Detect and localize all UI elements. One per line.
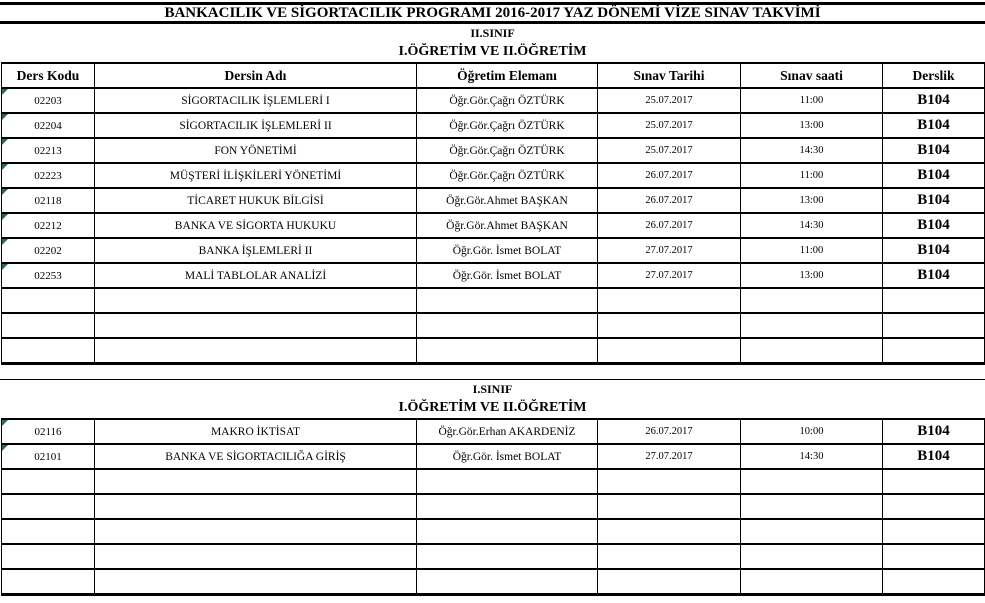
cell-empty[interactable] <box>2 569 95 595</box>
cell-empty[interactable] <box>741 338 883 364</box>
cell-empty[interactable] <box>2 519 95 544</box>
table-row <box>2 238 985 263</box>
cell-exam-time[interactable]: 13:00 <box>741 188 883 213</box>
section-heading-1st-class <box>0 380 985 418</box>
green-triangle-icon <box>2 139 8 145</box>
cell-exam-date[interactable]: 26.07.2017 <box>598 419 741 444</box>
cell-instructor[interactable]: Öğr.Gör. İsmet BOLAT <box>417 263 598 288</box>
cell-empty[interactable] <box>2 288 95 313</box>
empty-table-row <box>2 338 985 364</box>
cell-empty[interactable] <box>598 288 741 313</box>
cell-instructor[interactable]: Öğr.Gör.Ahmet BAŞKAN <box>417 188 598 213</box>
column-header-derslik[interactable]: Derslik <box>883 63 985 88</box>
cell-empty[interactable] <box>883 338 985 364</box>
cell-course-code[interactable]: 02253 <box>2 263 95 288</box>
table-row <box>2 163 985 188</box>
cell-course-code[interactable]: 02223 <box>2 163 95 188</box>
cell-instructor[interactable]: Öğr.Gör.Çağrı ÖZTÜRK <box>417 163 598 188</box>
cell-empty[interactable] <box>2 313 95 338</box>
cell-empty[interactable] <box>95 338 417 364</box>
cell-course-name[interactable]: BANKA VE SİGORTACILIĞA GİRİŞ <box>95 444 417 469</box>
cell-course-name[interactable]: BANKA İŞLEMLERİ II <box>95 238 417 263</box>
program-label: I.ÖĞRETİM VE II.ÖĞRETİM <box>398 44 587 59</box>
spacer-row <box>0 365 985 380</box>
cell-exam-date[interactable]: 25.07.2017 <box>598 88 741 113</box>
class-label: I.SINIF <box>472 382 513 396</box>
table-row <box>2 113 985 138</box>
cell-instructor[interactable]: Öğr.Gör.Çağrı ÖZTÜRK <box>417 88 598 113</box>
cell-exam-time[interactable]: 10:00 <box>741 419 883 444</box>
cell-exam-time[interactable]: 11:00 <box>741 88 883 113</box>
cell-course-name[interactable]: TİCARET HUKUK BİLGİSİ <box>95 188 417 213</box>
cell-classroom[interactable]: B104 <box>883 188 985 213</box>
cell-exam-time[interactable]: 11:00 <box>741 238 883 263</box>
cell-course-code[interactable]: 02213 <box>2 138 95 163</box>
cell-course-code[interactable]: 02203 <box>2 88 95 113</box>
empty-table-row <box>2 288 985 313</box>
cell-classroom[interactable]: B104 <box>883 444 985 469</box>
cell-empty[interactable] <box>95 519 417 544</box>
green-triangle-icon <box>2 239 8 245</box>
cell-instructor[interactable]: Öğr.Gör.Çağrı ÖZTÜRK <box>417 138 598 163</box>
cell-empty[interactable] <box>417 469 598 494</box>
empty-table-row <box>2 469 985 494</box>
cell-course-name[interactable]: SİGORTACILIK İŞLEMLERİ II <box>95 113 417 138</box>
table-row <box>2 138 985 163</box>
green-triangle-icon <box>2 89 8 95</box>
cell-course-code[interactable]: 02118 <box>2 188 95 213</box>
green-triangle-icon <box>2 114 8 120</box>
cell-classroom[interactable]: B104 <box>883 88 985 113</box>
cell-exam-date[interactable]: 27.07.2017 <box>598 238 741 263</box>
cell-empty[interactable] <box>95 288 417 313</box>
table-row <box>2 88 985 113</box>
cell-empty[interactable] <box>95 494 417 519</box>
cell-empty[interactable] <box>598 313 741 338</box>
cell-course-name[interactable]: MAKRO İKTİSAT <box>95 419 417 444</box>
green-triangle-icon <box>2 164 8 170</box>
cell-empty[interactable] <box>417 338 598 364</box>
cell-empty[interactable] <box>95 469 417 494</box>
program-label: I.ÖĞRETİM VE II.ÖĞRETİM <box>398 400 587 415</box>
table-row <box>2 188 985 213</box>
cell-course-code[interactable]: 02116 <box>2 419 95 444</box>
cell-course-name[interactable]: MÜŞTERİ İLİŞKİLERİ YÖNETİMİ <box>95 163 417 188</box>
cell-empty[interactable] <box>741 494 883 519</box>
table-row <box>2 213 985 238</box>
cell-empty[interactable] <box>2 338 95 364</box>
cell-classroom[interactable]: B104 <box>883 238 985 263</box>
cell-exam-date[interactable]: 27.07.2017 <box>598 444 741 469</box>
cell-empty[interactable] <box>883 544 985 569</box>
cell-exam-time[interactable]: 13:00 <box>741 263 883 288</box>
cell-exam-date[interactable]: 25.07.2017 <box>598 138 741 163</box>
empty-table-row <box>2 544 985 569</box>
document-title: BANKACILIK VE SİGORTACILIK PROGRAMI 2016-2017 YAZ DÖNEMİ VİZE SINAV TAKVİMİ <box>0 2 985 24</box>
cell-empty[interactable] <box>417 569 598 595</box>
green-triangle-icon <box>2 189 8 195</box>
empty-table-row <box>2 519 985 544</box>
empty-table-row <box>2 494 985 519</box>
cell-exam-time[interactable]: 11:00 <box>741 163 883 188</box>
cell-classroom[interactable]: B104 <box>883 419 985 444</box>
cell-empty[interactable] <box>2 544 95 569</box>
cell-exam-date[interactable]: 25.07.2017 <box>598 113 741 138</box>
cell-empty[interactable] <box>741 313 883 338</box>
cell-empty[interactable] <box>95 544 417 569</box>
cell-empty[interactable] <box>741 469 883 494</box>
exam-table-2nd-class <box>1 62 985 365</box>
cell-classroom[interactable]: B104 <box>883 263 985 288</box>
cell-exam-time[interactable]: 14:30 <box>741 213 883 238</box>
cell-classroom[interactable]: B104 <box>883 138 985 163</box>
cell-instructor[interactable]: Öğr.Gör. İsmet BOLAT <box>417 444 598 469</box>
cell-instructor[interactable]: Öğr.Gör.Çağrı ÖZTÜRK <box>417 113 598 138</box>
cell-empty[interactable] <box>883 519 985 544</box>
cell-classroom[interactable]: B104 <box>883 163 985 188</box>
cell-classroom[interactable]: B104 <box>883 213 985 238</box>
empty-table-row <box>2 569 985 595</box>
cell-classroom[interactable]: B104 <box>883 113 985 138</box>
cell-course-code[interactable]: 02202 <box>2 238 95 263</box>
cell-exam-date[interactable]: 26.07.2017 <box>598 213 741 238</box>
cell-empty[interactable] <box>598 469 741 494</box>
cell-exam-date[interactable]: 26.07.2017 <box>598 188 741 213</box>
cell-empty[interactable] <box>883 494 985 519</box>
cell-empty[interactable] <box>598 519 741 544</box>
column-header-ogretim-elemani[interactable]: Öğretim Elemanı <box>417 63 598 88</box>
cell-exam-date[interactable]: 26.07.2017 <box>598 163 741 188</box>
cell-empty[interactable] <box>417 313 598 338</box>
table-row <box>2 444 985 469</box>
class-label: II.SINIF <box>470 26 515 40</box>
cell-empty[interactable] <box>883 469 985 494</box>
cell-course-name[interactable]: MALİ TABLOLAR ANALİZİ <box>95 263 417 288</box>
cell-empty[interactable] <box>598 544 741 569</box>
cell-course-code[interactable]: 02101 <box>2 444 95 469</box>
empty-table-row <box>2 313 985 338</box>
header-row <box>2 63 985 88</box>
column-header-dersin-adi[interactable]: Dersin Adı <box>95 63 417 88</box>
green-triangle-icon <box>2 445 8 451</box>
cell-exam-time[interactable]: 14:30 <box>741 138 883 163</box>
cell-course-name[interactable]: FON YÖNETİMİ <box>95 138 417 163</box>
cell-empty[interactable] <box>417 288 598 313</box>
cell-empty[interactable] <box>741 288 883 313</box>
cell-empty[interactable] <box>417 519 598 544</box>
cell-course-name[interactable]: SİGORTACILIK İŞLEMLERİ I <box>95 88 417 113</box>
column-header-sinav-tarihi[interactable]: Sınav Tarihi <box>598 63 741 88</box>
column-header-ders-kodu[interactable]: Ders Kodu <box>2 63 95 88</box>
cell-empty[interactable] <box>2 494 95 519</box>
cell-empty[interactable] <box>95 313 417 338</box>
cell-course-code[interactable]: 02204 <box>2 113 95 138</box>
green-triangle-icon <box>2 214 8 220</box>
cell-exam-time[interactable]: 13:00 <box>741 113 883 138</box>
cell-empty[interactable] <box>598 338 741 364</box>
cell-empty[interactable] <box>95 569 417 595</box>
table-row <box>2 419 985 444</box>
cell-empty[interactable] <box>883 569 985 595</box>
cell-empty[interactable] <box>741 569 883 595</box>
cell-empty[interactable] <box>741 544 883 569</box>
cell-exam-date[interactable]: 27.07.2017 <box>598 263 741 288</box>
cell-empty[interactable] <box>417 494 598 519</box>
section-heading-2nd-class <box>0 24 985 62</box>
cell-instructor[interactable]: Öğr.Gör.Ahmet BAŞKAN <box>417 213 598 238</box>
cell-course-name[interactable]: BANKA VE SİGORTA HUKUKU <box>95 213 417 238</box>
exam-table-1st-class <box>1 418 985 596</box>
cell-instructor[interactable]: Öğr.Gör. İsmet BOLAT <box>417 238 598 263</box>
cell-empty[interactable] <box>741 519 883 544</box>
cell-course-code[interactable]: 02212 <box>2 213 95 238</box>
cell-instructor[interactable]: Öğr.Gör.Erhan AKARDENİZ <box>417 419 598 444</box>
column-header-sinav-saati[interactable]: Sınav saati <box>741 63 883 88</box>
cell-empty[interactable] <box>2 469 95 494</box>
table-row <box>2 263 985 288</box>
cell-exam-time[interactable]: 14:30 <box>741 444 883 469</box>
green-triangle-icon <box>2 420 8 426</box>
cell-empty[interactable] <box>598 569 741 595</box>
green-triangle-icon <box>2 264 8 270</box>
cell-empty[interactable] <box>417 544 598 569</box>
cell-empty[interactable] <box>598 494 741 519</box>
cell-empty[interactable] <box>883 313 985 338</box>
cell-empty[interactable] <box>883 288 985 313</box>
